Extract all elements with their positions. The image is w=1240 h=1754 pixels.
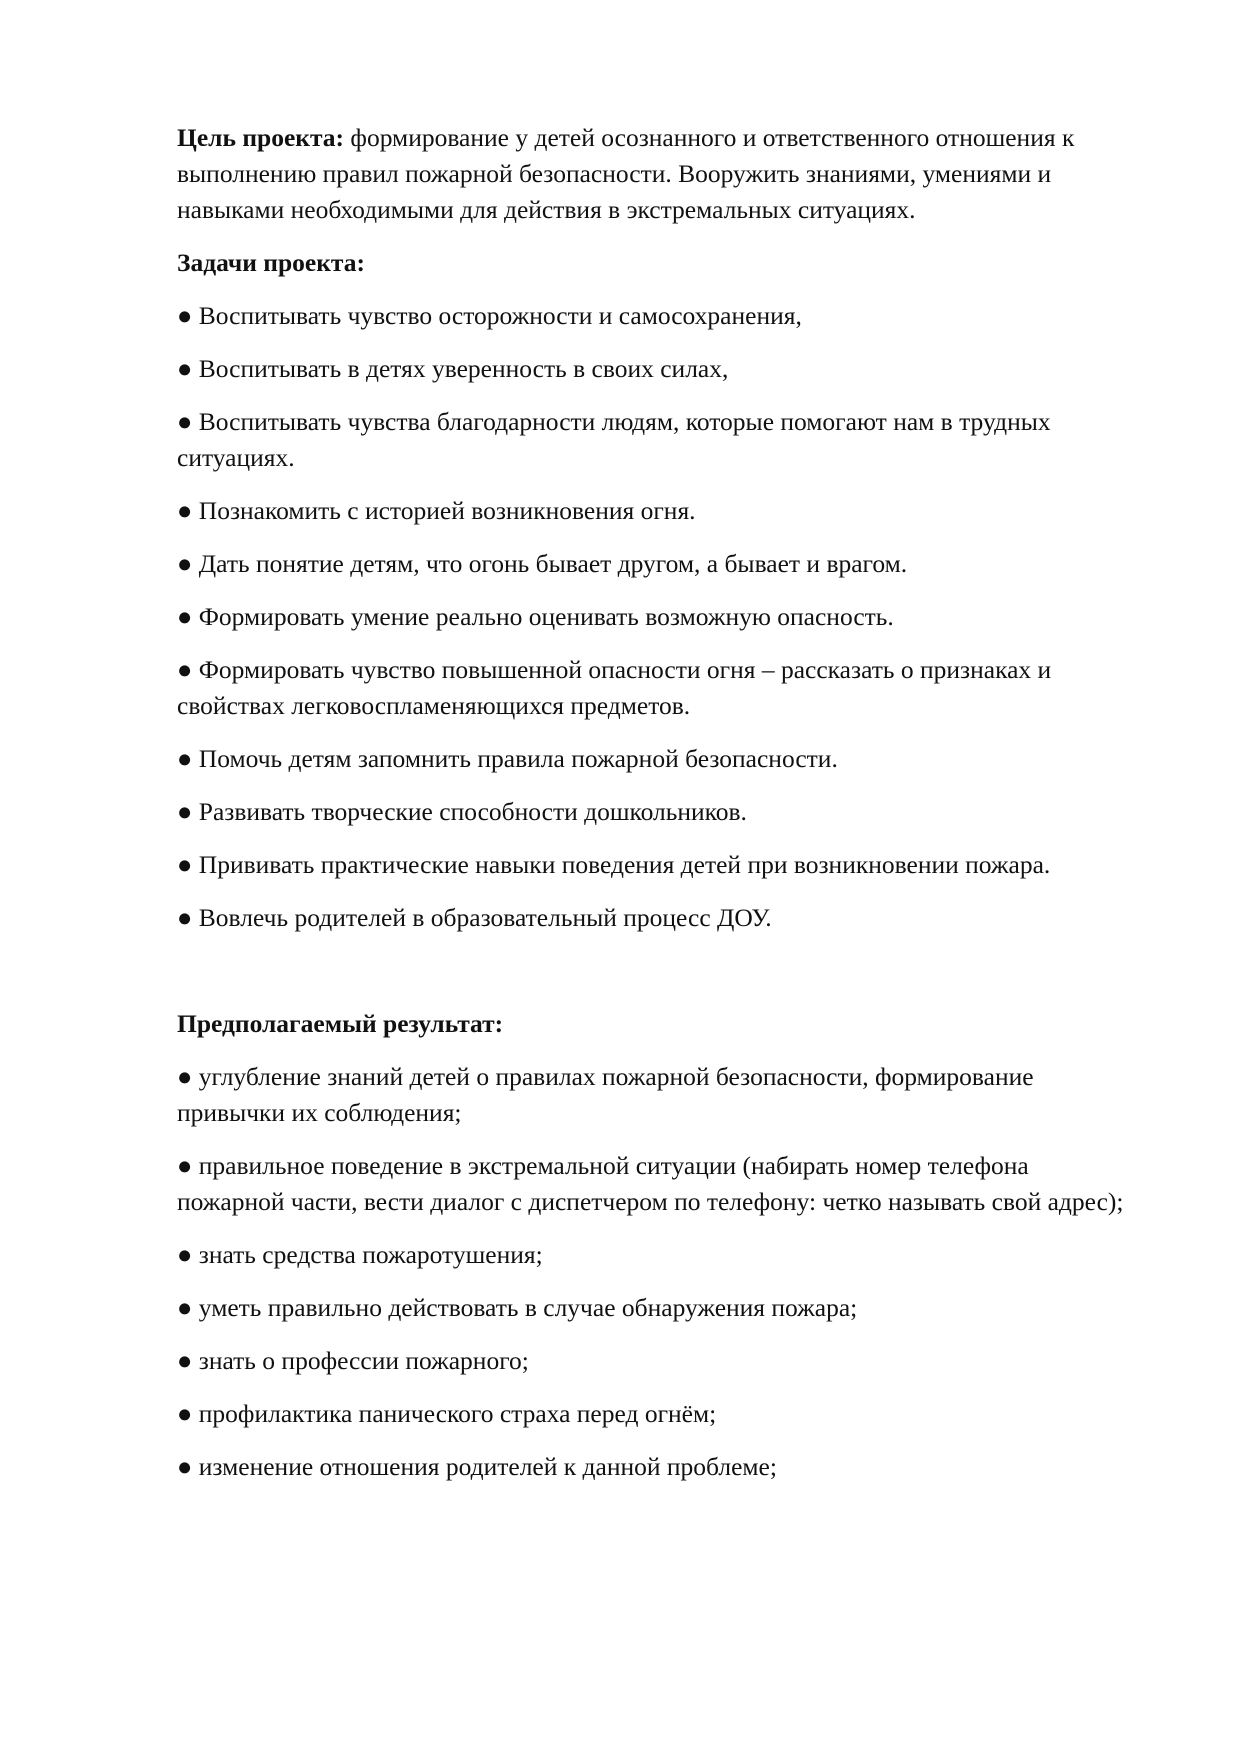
tasks-heading: Задачи проекта: [177,248,366,277]
result-item [177,1290,1137,1326]
task-item [177,741,1137,777]
result-item-text: правильное поведение в экстремальной ситуации (набирать номер телефона пожарной части, вести диалог с диспетчером по телефону: четко называть свой адрес); [177,1151,1124,1216]
task-item-text: Прививать практические навыки поведения детей при возникновении пожара. [198,850,1051,879]
task-item [177,900,1137,936]
bullet-icon: ● [177,1240,199,1269]
task-item [177,599,1137,635]
bullet-icon: ● [177,549,199,578]
task-item-text: Дать понятие детям, что огонь бывает другом, а бывает и врагом. [198,549,908,578]
result-item [177,1396,1137,1432]
task-item-text: Формировать чувство повышенной опасности огня – рассказать о признаках и свойствах легковоспламеняющихся предметов. [177,655,1052,720]
result-item-text: углубление знаний детей о правилах пожарной безопасности, формирование привычки их соблюдения; [177,1062,1034,1127]
bullet-icon: ● [177,744,199,773]
bullet-icon: ● [177,655,199,684]
result-item [177,1148,1137,1220]
goal-text: формирование у детей осознанного и ответственного отношения к выполнению правил пожарной безопасности. Вооружить знаниями, умениями и навыками необходимыми для действия в экстремальных ситуациях. [177,123,1075,224]
task-item-text: Формировать умение реально оценивать возможную опасность. [198,602,894,631]
task-item [177,794,1137,830]
bullet-icon: ● [177,1062,199,1091]
task-item [177,546,1137,582]
results-list [177,1059,1137,1485]
task-item [177,351,1137,387]
bullet-icon: ● [177,407,199,436]
bullet-icon: ● [177,850,199,879]
task-item-text: Помочь детям запомнить правила пожарной безопасности. [198,744,838,773]
document-page [177,120,1137,1502]
task-item [177,493,1137,529]
result-item [177,1059,1137,1131]
task-item [177,298,1137,334]
task-item-text: Воспитывать чувства благодарности людям, которые помогают нам в трудных ситуациях. [177,407,1051,472]
task-item-text: Воспитывать чувство осторожности и самосохранения, [198,301,802,330]
bullet-icon: ● [177,496,199,525]
result-item [177,1449,1137,1485]
goal-paragraph [177,120,1137,228]
task-item [177,847,1137,883]
bullet-icon: ● [177,1151,199,1180]
result-item-text: знать средства пожаротушения; [198,1240,543,1269]
task-item-text: Развивать творческие способности дошкольников. [198,797,747,826]
result-item-text: знать о профессии пожарного; [198,1346,529,1375]
bullet-icon: ● [177,354,199,383]
bullet-icon: ● [177,797,199,826]
bullet-icon: ● [177,1293,199,1322]
results-heading: Предполагаемый результат: [177,1009,504,1038]
task-item [177,404,1137,476]
goal-label: Цель проекта: [177,123,345,152]
task-item-text: Воспитывать в детях уверенность в своих силах, [198,354,729,383]
result-item-text: уметь правильно действовать в случае обнаружения пожара; [198,1293,858,1322]
task-item-text: Познакомить с историей возникновения огня. [198,496,696,525]
task-item-text: Вовлечь родителей в образовательный процесс ДОУ. [198,903,772,932]
bullet-icon: ● [177,903,199,932]
result-item-text: изменение отношения родителей к данной проблеме; [198,1452,777,1481]
bullet-icon: ● [177,1346,199,1375]
result-item-text: профилактика панического страха перед огнём; [198,1399,717,1428]
bullet-icon: ● [177,301,199,330]
bullet-icon: ● [177,602,199,631]
result-item [177,1343,1137,1379]
bullet-icon: ● [177,1399,199,1428]
bullet-icon: ● [177,1452,199,1481]
result-item [177,1237,1137,1273]
task-item [177,652,1137,724]
tasks-list [177,298,1137,936]
